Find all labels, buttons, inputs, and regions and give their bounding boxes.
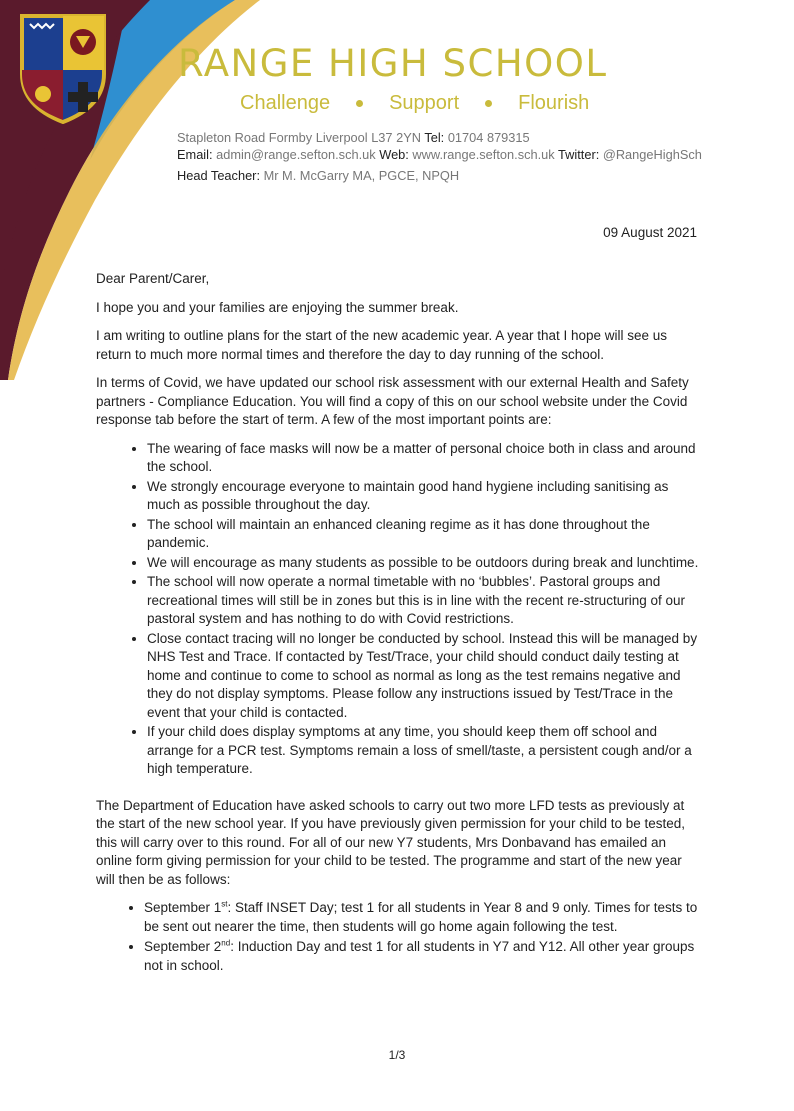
list-item: • The school will maintain an enhanced cleaning regime as it has done throughout the pandemic. — [147, 516, 701, 553]
email-address: admin@range.sefton.sch.uk — [216, 147, 376, 162]
list-item: • The wearing of face masks will now be a matter of personal choice both in class and around the school. — [147, 440, 701, 477]
school-crest-logo — [18, 12, 108, 124]
schedule-text: : Staff INSET Day; test 1 for all students in Year 8 and 9 only. Times for tests to be sent out nearer the time, then students will go home again following the test. — [144, 900, 698, 934]
motto-support: Support — [389, 92, 460, 114]
twitter-label: Twitter: — [558, 147, 600, 162]
tel-label: Tel: — [424, 130, 445, 145]
list-item: • Close contact tracing will no longer be conducted by school. Instead this will be managed by NHS Test and Trace. If contacted by Test/Trace, your child should conduct daily testing at home and continue to come to school as normal as long as the test remains negative and they do not display symptoms. Please follow any instructions issued by Test/Trace in the event that your child is contacted. — [147, 630, 701, 723]
email-label: Email: — [177, 147, 213, 162]
list-item: • We strongly encourage everyone to maintain good hand hygiene including sanitising as much as possible throughout the day. — [147, 478, 701, 515]
schedule-day: September 2 — [144, 939, 222, 954]
ordinal-suffix: nd — [221, 938, 231, 948]
page-number: 1/3 — [388, 1048, 406, 1062]
ordinal-suffix: st — [221, 899, 228, 909]
telephone: 01704 879315 — [447, 130, 530, 145]
letter-date: 09 August 2021 — [603, 225, 697, 240]
list-item — [144, 899, 701, 936]
testing-schedule-list — [96, 899, 701, 975]
contact-online-line — [177, 147, 702, 162]
salutation: Dear Parent/Carer, — [96, 271, 210, 286]
bullet-dot-icon — [356, 100, 363, 107]
list-item — [144, 938, 701, 975]
paragraph-3: In terms of Covid, we have updated our school risk assessment with our external Health and Safety partners - Compliance Education. You will find a copy of this on our school website under the Covid response tab before the start of term. A few of the most important points are: — [96, 375, 689, 427]
website: www.range.sefton.sch.uk — [412, 147, 555, 162]
school-motto — [240, 92, 589, 115]
head-teacher-name: Mr M. McGarry MA, PGCE, NPQH — [263, 168, 460, 183]
contact-address-line — [177, 130, 530, 145]
head-teacher-line — [177, 168, 459, 183]
covid-points-list — [96, 440, 701, 779]
motto-challenge: Challenge — [240, 92, 331, 114]
address: Stapleton Road Formby Liverpool L37 2YN — [177, 130, 421, 145]
list-item: • We will encourage as many students as possible to be outdoors during break and lunchtime. — [147, 554, 701, 573]
web-label: Web: — [379, 147, 409, 162]
schedule-day: September 1 — [144, 900, 222, 915]
motto-flourish: Flourish — [518, 92, 590, 114]
bullet-dot-icon — [485, 100, 492, 107]
school-name-title: RANGE HIGH SCHOOL — [178, 42, 608, 85]
head-teacher-label: Head Teacher: — [177, 168, 260, 183]
paragraph-2: I am writing to outline plans for the start of the new academic year. A year that I hope will see us return to much more normal times and therefore the day to day running of the school. — [96, 328, 668, 362]
list-item: • If your child does display symptoms at any time, you should keep them off school and arrange for a PCR test. Symptoms remain a loss of smell/taste, a persistent cough and/or a high temperature. — [147, 723, 701, 779]
schedule-text: : Induction Day and test 1 for all students in Y7 and Y12. All other year groups not in school. — [144, 939, 695, 973]
twitter-handle: @RangeHighSch — [602, 147, 702, 162]
list-item: • The school will now operate a normal timetable with no ‘bubbles’. Pastoral groups and recreational times will still be in zones but this is in line with the recent re-structuring of our pastoral system and has nothing to do with Covid restrictions. — [147, 573, 701, 629]
paragraph-4: The Department of Education have asked schools to carry out two more LFD tests as previously at the start of the new school year. If you have previously given permission for your child to be tested, this will carry over to this round. For all of our new Y7 students, Mrs Donbavand has emailed an online form giving permission for your child to be tested. The programme and start of the new year will then be as follows: — [96, 797, 686, 887]
letter-body — [96, 270, 701, 993]
paragraph-1: I hope you and your families are enjoying the summer break. — [96, 299, 459, 315]
